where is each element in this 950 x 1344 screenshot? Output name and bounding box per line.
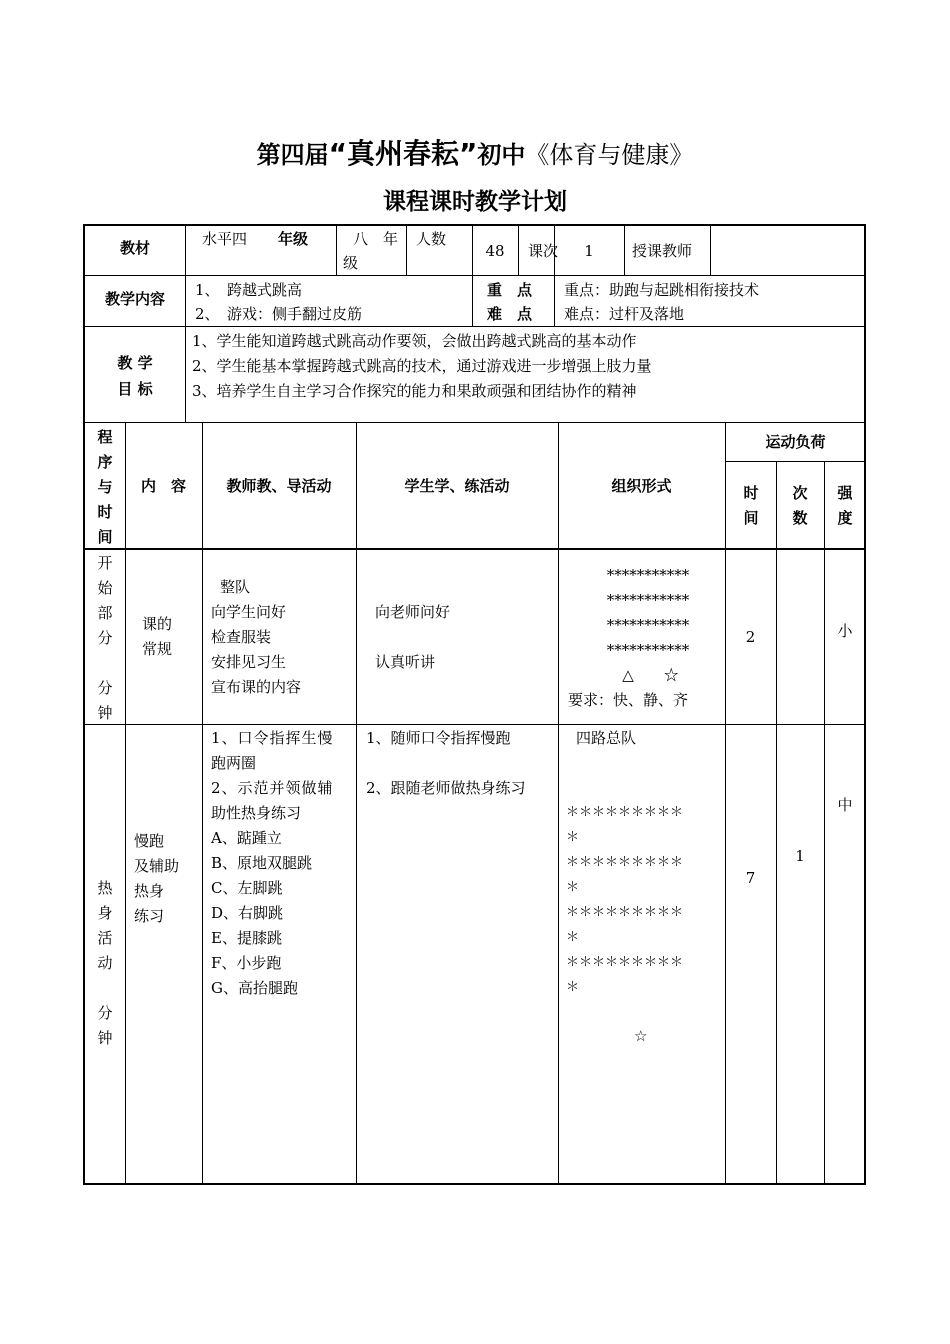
section2-formation-row: ＊ [566,880,580,895]
content-item-2: 2、 游戏：侧手翻过皮筋 [195,305,363,323]
material-value: 水平四 [202,230,248,248]
section1-time: 2 [745,628,756,646]
section2-phase: 热身活动 [97,879,113,972]
count-value: 48 [485,242,505,260]
section2-reps: 1 [795,847,805,865]
goal-2: 2、学生能基本掌握跨越式跳高的技术，通过游戏进一步增强上肢力量 [192,357,652,375]
header-content: 内 容 [140,477,186,495]
section1-teacher-3: 检查服装 [211,628,272,646]
section2-student-2: 2、跟随老师做热身练习 [366,779,526,797]
section2-teacher-line: 助性热身练习 [211,804,302,822]
section1-teacher-2: 向学生问好 [211,603,287,621]
header-sequence-time: 程序与时间 [97,428,113,546]
material-label: 教材 [119,239,150,257]
section2-teacher-line: 2、示范并领做辅 [211,779,334,797]
section1-formation-row: *********** [606,641,690,659]
goals-label-2: 目 标 [117,380,153,398]
section1-formation-row: *********** [606,616,690,634]
teacher-position-star-icon: ☆ [634,1027,648,1045]
section2-content-line: 及辅助 [134,857,180,875]
content-label: 教学内容 [104,290,165,308]
header-organization: 组织形式 [611,477,672,495]
section2-formation-title: 四路总队 [576,729,637,747]
section1-formation-symbols: △ ☆ [622,666,679,684]
section2-formation-row: ＊＊＊＊＊＊＊＊＊ [566,905,684,920]
document-subtitle: 课程课时教学计划 [383,189,567,215]
section2-teacher-line: A、踮踵立 [211,829,282,847]
section1-formation-row: *********** [606,566,690,584]
grade-value-line2: 级 [343,254,359,272]
section1-intensity: 小 [837,622,853,640]
section2-teacher-line: C、左脚跳 [211,879,283,897]
section2-content-line: 热身 [134,882,165,900]
section2-formation-row: ＊ [566,830,580,845]
section1-requirement: 要求：快、静、齐 [568,691,689,709]
section2-unit: 分钟 [97,1004,113,1047]
section2-teacher-line: E、提膝跳 [211,929,282,947]
section1-teacher-1: 整队 [220,578,251,596]
count-label: 人数 [416,230,447,248]
goals-label-1: 教 学 [117,354,153,372]
section2-formation-row: ＊ [566,980,580,995]
header-reps: 次数 [792,484,808,527]
header-teacher-activity: 教师教、导活动 [226,477,332,495]
section1-student-2: 认真听讲 [375,653,436,671]
header-time: 时间 [743,484,759,527]
section2-time: 7 [745,869,756,887]
teacher-label: 授课教师 [632,242,693,260]
section2-teacher-line: 跑两圈 [211,754,257,772]
difficulty-value: 难点：过杆及落地 [564,305,685,323]
section1-phase: 开始部分 [97,554,113,647]
difficulty-label: 难 点 [487,305,533,323]
section1-formation-row: *********** [606,591,690,609]
goal-1: 1、学生能知道跨越式跳高动作要领，会做出跨越式跳高的基本动作 [192,332,637,350]
grade-label: 年级 [278,230,309,248]
section1-content-line2: 常规 [142,640,173,658]
section1-unit: 分钟 [97,679,113,722]
section1-teacher-5: 宣布课的内容 [211,678,302,696]
section2-content-line: 练习 [134,907,165,925]
section1-teacher-4: 安排见习生 [211,653,287,671]
section2-formation-row: ＊＊＊＊＊＊＊＊＊ [566,955,684,970]
key-point-value: 重点：助跑与起跳相衔接技术 [564,281,760,299]
section2-teacher-line: 1、口令指挥生慢 [211,729,334,747]
header-exercise-load: 运动负荷 [765,433,826,451]
header-student-activity: 学生学、练活动 [404,477,510,495]
grade-value-line1: 八 年 [353,230,399,248]
section2-intensity: 中 [837,796,853,814]
section2-teacher-line: G、高抬腿跑 [211,979,298,997]
goal-3: 3、培养学生自主学习合作探究的能力和果敢顽强和团结协作的精神 [192,382,637,400]
section2-teacher-line: F、小步跑 [211,954,282,972]
lesson-value: 1 [584,242,594,260]
section2-formation-row: ＊＊＊＊＊＊＊＊＊ [566,805,684,820]
section1-student-1: 向老师问好 [375,603,451,621]
document-title: 第四届“真州春耘”初中《体育与健康》 [256,137,694,170]
header-intensity: 强度 [837,484,853,527]
lesson-plan-table [83,224,866,1185]
section2-content-line: 慢跑 [134,832,165,850]
section2-formation-row: ＊ [566,930,580,945]
section2-formation-row: ＊＊＊＊＊＊＊＊＊ [566,855,684,870]
section2-teacher-line: D、右脚跳 [211,904,284,922]
section2-teacher-line: B、原地双腿跳 [211,854,313,872]
section1-content-line1: 课的 [142,615,173,633]
lesson-label: 课次 [528,242,559,260]
section2-student-1: 1、随师口令指挥慢跑 [366,729,511,747]
content-item-1: 1、 跨越式跳高 [195,281,303,299]
key-point-label: 重 点 [487,281,533,299]
